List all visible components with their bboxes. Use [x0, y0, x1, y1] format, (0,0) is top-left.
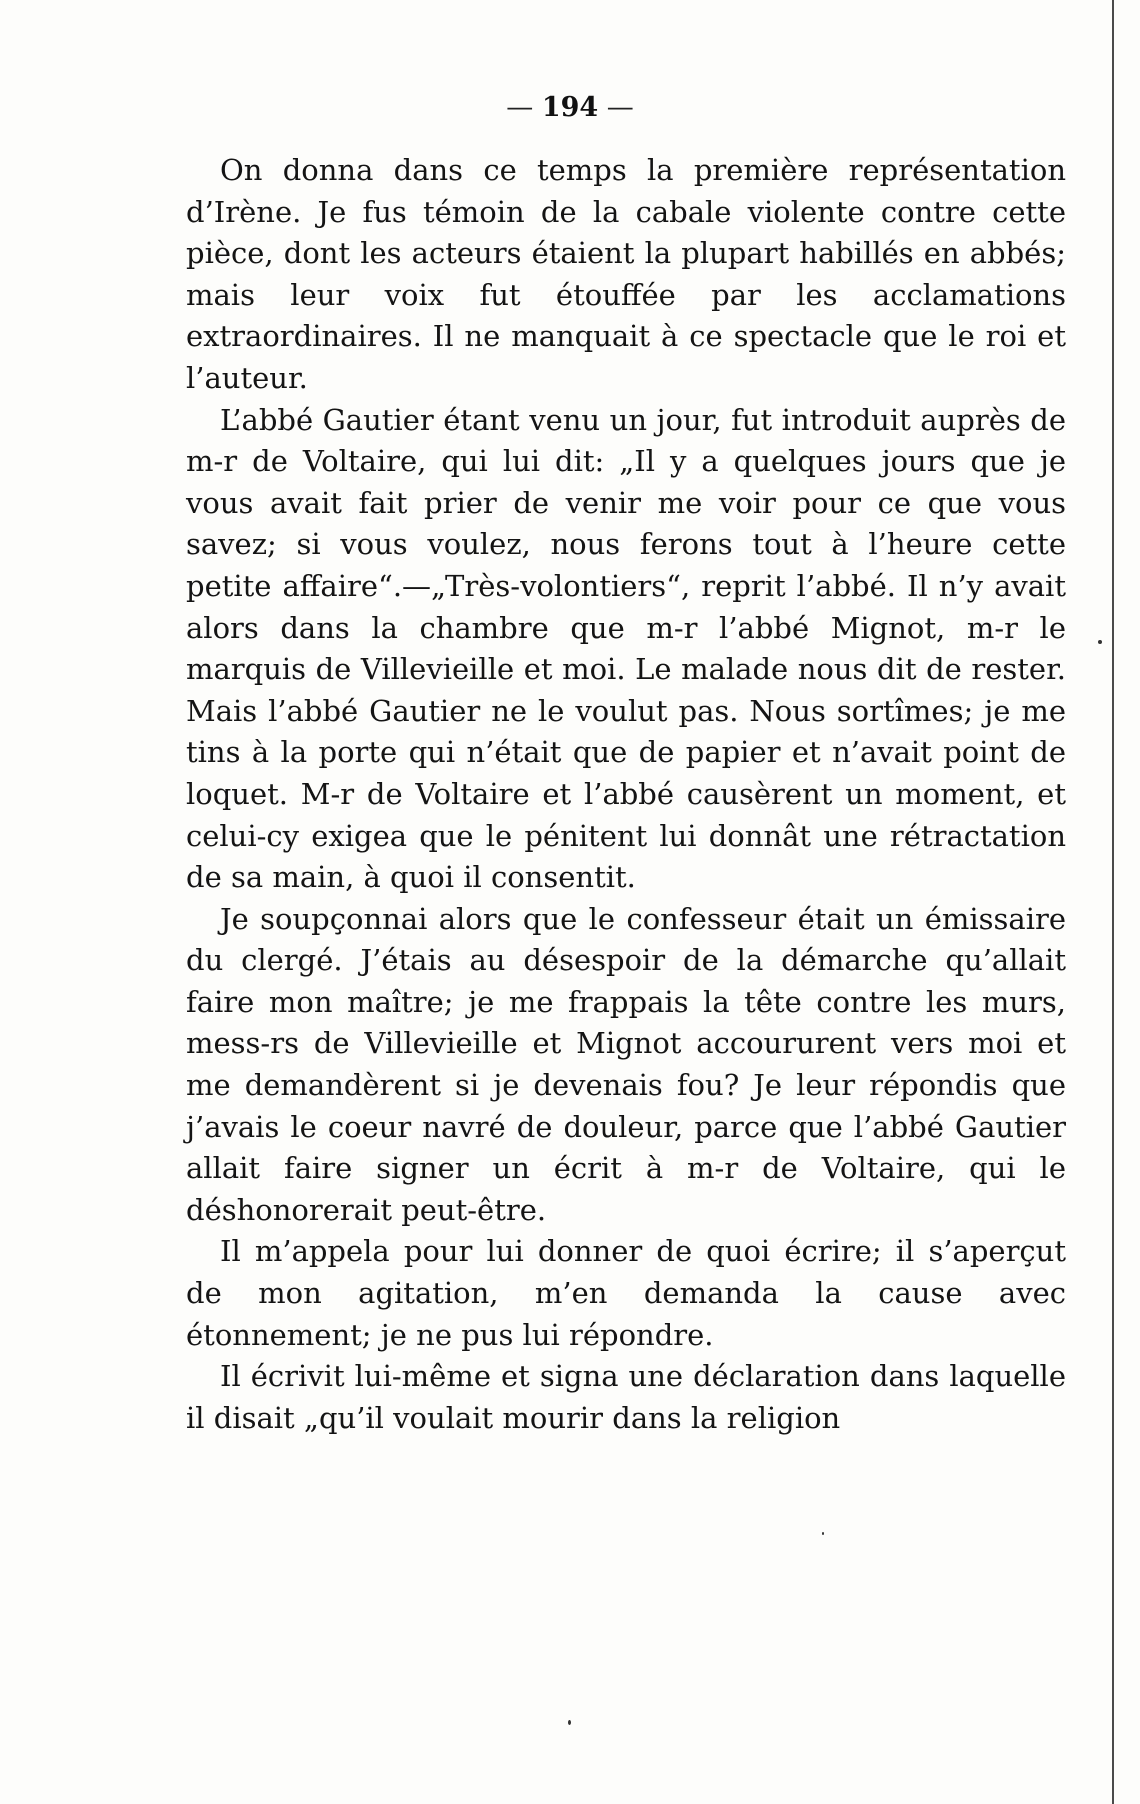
paragraph-agitation: Il m’appela pour lui donner de quoi écrire; il s’aperçut de mon agitation, m’en demanda la cause avec étonnement; je ne pus lui répondre.: [186, 1234, 1066, 1352]
paragraph-soupcon: Je soupçonnai alors que le confesseur était un émissaire du clergé. J’étais au désespoir de la démarche qu’allait faire mon maître; je me frappais la tête contre les murs, mess-rs de Villevieille et Mignot accoururent vers moi et me demandèrent si je devenais fou? Je leur répondis que j’avais le coeur navré de douleur, parce que l’abbé Gautier allait faire signer un écrit à m-r de Voltaire, qui le déshonorerait peut-être.: [186, 901, 1066, 1227]
paragraph-irene: On donna dans ce temps la première représentation d’Irène. Je fus témoin de la cabale violente contre cette pièce, dont les acteurs étaient la plupart habillés en abbés; mais leur voix fut étouffée par les acclamations extraordinaires. Il ne manquait à ce spectacle que le roi et l’auteur.: [186, 153, 1066, 395]
print-speck: [1098, 640, 1102, 644]
page-header: [0, 92, 1140, 123]
header-dash-left: —: [506, 92, 542, 123]
page-number: 194: [541, 92, 599, 123]
print-speck: [568, 1720, 571, 1725]
page-edge-line: [1112, 0, 1114, 1804]
paragraph-abbe-gautier: L’abbé Gautier étant venu un jour, fut introduit auprès de m-r de Voltaire, qui lui dit: „Il y a quelques jours que je vous avait fait prier de venir me voir pour ce que vous savez; si vous voulez, nous ferons tout à l’heure cette petite affaire“.—„Très-volontiers“, reprit l’abbé. Il n’y avait alors dans la chambre que m-r l’abbé Mignot, m-r le marquis de Villevieille et moi. Le malade nous dit de rester. Mais l’abbé Gautier ne le voulut pas. Nous sortîmes; je me tins à la porte qui n’était que de papier et n’avait point de loquet. M-r de Voltaire et l’abbé causèrent un moment, et celui-cy exigea que le pénitent lui donnât une rétractation de sa main, à quoi il consentit.: [186, 402, 1066, 895]
paragraph-declaration: Il écrivit lui-même et signa une déclaration dans laquelle il disait „qu’il voulait mourir dans la religion: [186, 1359, 1066, 1435]
print-speck: [822, 1532, 824, 1535]
page-body: [186, 150, 1066, 1439]
header-dash-right: —: [598, 92, 634, 123]
